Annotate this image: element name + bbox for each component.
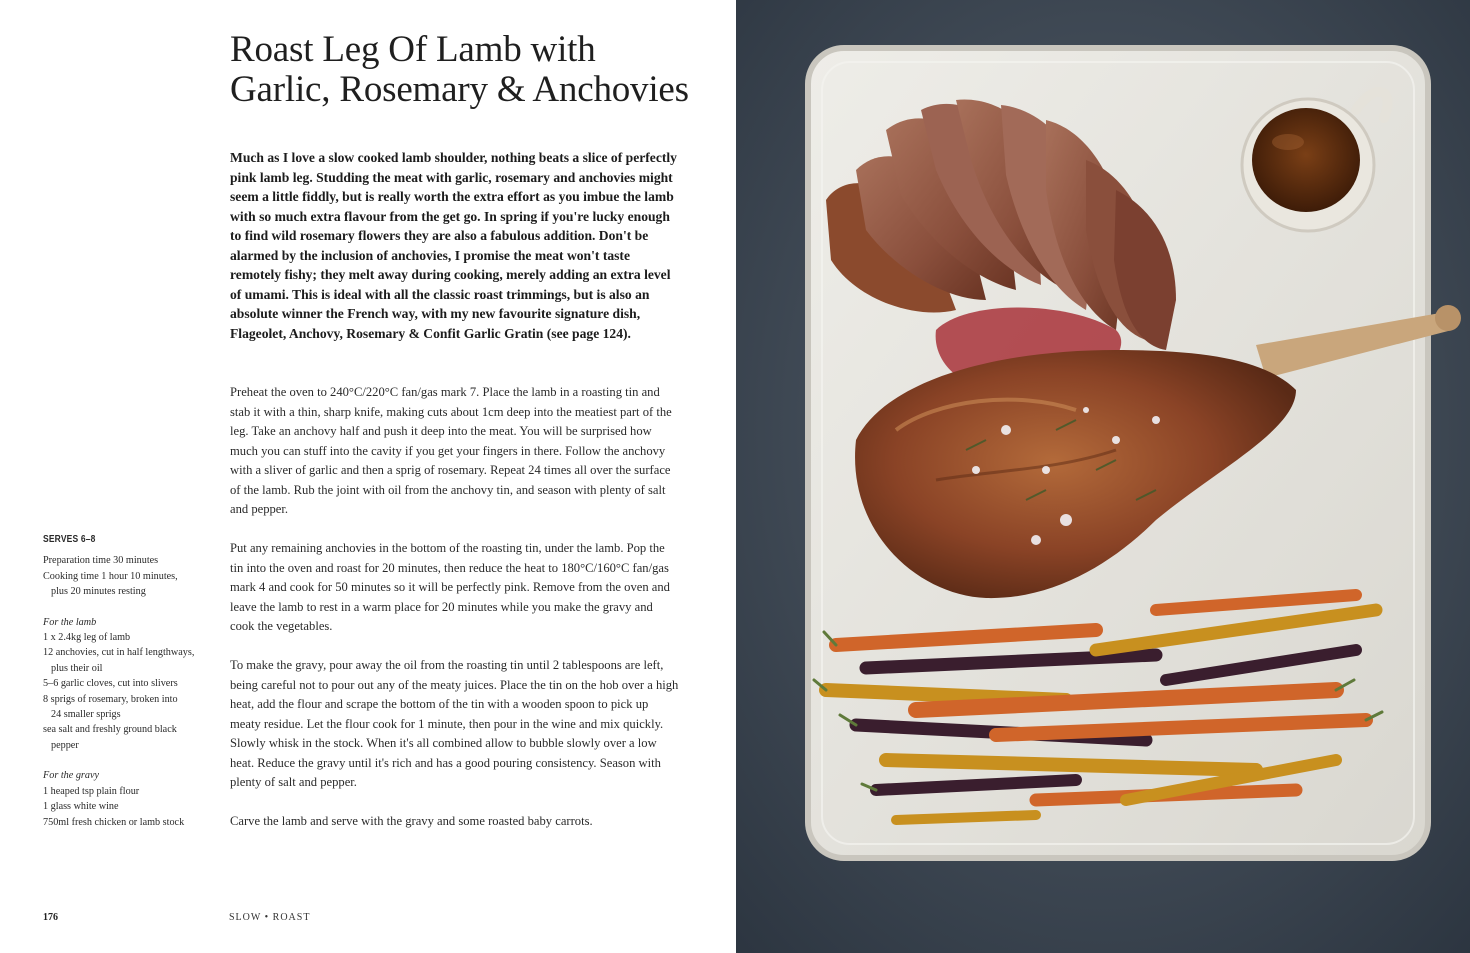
method-step-1: Preheat the oven to 240°C/220°C fan/gas mark 7. Place the lamb in a roasting tin and stab it with a thin, sharp knife, making cuts about 1cm deep into the meatiest part of the leg. Take an anchovy half and push it deep into the meat. You will be surprised how much you can stuff into the cavity if you get your fingers in there. Follow the anchovy with a sliver of garlic and then a sprig of rosemary. Repeat 24 times all over the surface of the lamb. Rub the joint with oil from the anchovy tin, and season with plenty of salt and pepper. xyxy=(230,385,672,516)
title-line-2: Garlic, Rosemary & Anchovies xyxy=(230,69,689,110)
title-line-1: Roast Leg Of Lamb with xyxy=(230,29,596,70)
cook-time-rest: plus 20 minutes resting xyxy=(51,586,146,598)
method-step-2: Put any remaining anchovies in the bottom of the roasting tin, under the lamb. Pop the tin into the oven and roast for 20 minutes, then reduce the heat to 180°C/160°C fan/gas mark 4 and cook for 50 minutes so it will be perfectly pink. Remove from the oven and leave the lamb to rest in a warm place for 20 minutes while you make the gravy and cook the vegetables. xyxy=(230,541,670,633)
lamb-ingredients-heading: For the lamb xyxy=(43,616,97,628)
recipe-photo xyxy=(736,0,1470,953)
ingredient-item: sea salt and freshly ground black xyxy=(43,724,177,736)
ingredient-item: 750ml fresh chicken or lamb stock xyxy=(43,816,185,828)
method-step-4: Carve the lamb and serve with the gravy and some roasted baby carrots. xyxy=(230,814,593,828)
recipe-title xyxy=(230,30,710,110)
ingredient-item: 1 x 2.4kg leg of lamb xyxy=(43,632,131,644)
ingredient-item: 1 glass white wine xyxy=(43,801,119,813)
section-label: SLOW • ROAST xyxy=(229,912,311,923)
serves-label: SERVES 6–8 xyxy=(43,534,96,545)
page-number: 176 xyxy=(43,912,58,923)
method-step-3: To make the gravy, pour away the oil from the roasting tin until 2 tablespoons are left, being careful not to pour out any of the meaty juices. Place the tin on the hob over a high heat, add the flour and scrape the bottom of the tin with a wooden spoon to pick up meaty residue. Let the flour cook for 1 minute, then pour in the wine and mix quickly. Slowly whisk in the stock. When it's all combined allow to bubble slowly over a low heat. Reduce the gravy until it's rich and has a good pouring consistency. Season with plenty of salt and pepper. xyxy=(230,658,679,789)
ingredient-item: 5–6 garlic cloves, cut into slivers xyxy=(43,678,178,690)
ingredient-item: 1 heaped tsp plain flour xyxy=(43,785,140,797)
ingredient-item: plus their oil xyxy=(51,662,103,674)
cook-time: Cooking time 1 hour 10 minutes, xyxy=(43,570,178,582)
ingredient-item: 12 anchovies, cut in half lengthways, xyxy=(43,647,195,659)
ingredient-item: 24 smaller sprigs xyxy=(51,709,121,721)
ingredient-item: 8 sprigs of rosemary, broken into xyxy=(43,693,178,705)
gravy-ingredients-heading: For the gravy xyxy=(43,770,100,782)
ingredients-sidebar xyxy=(43,532,218,830)
method-section xyxy=(230,383,680,851)
recipe-intro: Much as I love a slow cooked lamb shoulder, nothing beats a slice of perfectly pink lamb leg. Studding the meat with garlic, rosemary and anchovies might seem a little fiddly, but is really worth the extra effort as you imbue the lamb with so much extra flavour from the get go. In spring if you're lucky enough to find wild rosemary flowers they are also a fabulous addition. Don't be alarmed by the inclusion of anchovies, I promise the meat won't taste remotely fishy; they melt away during cooking, merely adding an extra level of umami. This is ideal with all the classic roast trimmings, but is also an absolute winner the French way, with my new favourite signature dish, Flageolet, Anchovy, Rosemary & Confit Garlic Gratin (see page 124). xyxy=(230,150,677,341)
prep-time: Preparation time 30 minutes xyxy=(43,555,159,567)
ingredient-item: pepper xyxy=(51,739,79,751)
